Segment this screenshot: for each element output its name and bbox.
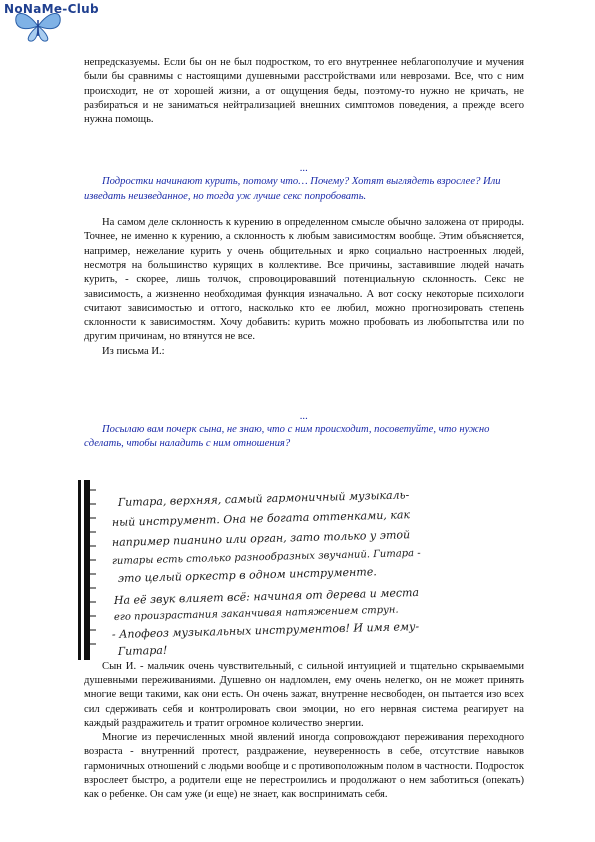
paragraph-1: непредсказуемы. Если бы он не был подростком, то его внутреннее неблагополучие и мучения были бы сравнимы с настоящими душевными расстройствами или неврозами. Все, что с ним происходит, не от хорошей жизни, а от ощущения беды, поэтому-то нужно не кричать, не разбираться и не заниматься нейтрализацией внешних симптомов поведения, а прежде всего нужна помощь. bbox=[84, 57, 524, 126]
handwriting-line-3: например пианино или орган, зато только у этой bbox=[111, 527, 411, 549]
site-logo bbox=[0, 0, 110, 44]
paragraph-5: Многие из перечисленных мной явлений иногда сопровождают переживания переходного возраста - внутренний протест, раздражение, неуверенность в себе, отсутствие навыков гармоничных отношений с людьми вообще и с противоположным полом в частности. Подросток взрослеет быстро, а родители еще не перестроились и продолжают о нем заботиться (опекать) как о ребенке. Он сам уже (и еще) не знает, как воспринимать себя. bbox=[84, 732, 524, 801]
handwriting-image bbox=[78, 480, 548, 660]
ellipsis-separator-2: ... bbox=[300, 411, 308, 423]
handwriting-line-1: Гитара, верхняя, самый гармоничный музыкаль- bbox=[117, 488, 410, 509]
handwriting-line-9: Гитара! bbox=[117, 643, 168, 658]
handwriting-line-7: его произрастания заканчивая натяжением струн. bbox=[113, 604, 399, 623]
paragraph-4: Сын И. - мальчик очень чувствительный, с сильной интуицией и тщательно скрываемыми душевными переживаниями. Душевно он надломлен, ему очень нелегко, он не может принять многие вещи такими, как они есть. Он очень зажат, внутренне несвободен, он пытается изо всех сил сдерживать себя и контролировать свои эмоции, но его нервная система реагирует на каждый раздражитель и тратит огромное количество энергии. bbox=[84, 660, 524, 729]
reader-question-1: Подростки начинают курить, потому что… Почему? Хотят выглядеть взрослее? Или изведать неизведанное, но тогда уж лучше секс попробовать. bbox=[84, 176, 501, 202]
logo-text: NoNaMe-Club bbox=[4, 2, 99, 16]
document-page bbox=[84, 56, 524, 803]
handwriting-sample bbox=[78, 480, 548, 660]
handwriting-line-2: ный инструмент. Она не богата оттенками, как bbox=[111, 507, 411, 529]
handwriting-line-6: На её звук влияет всё: начиная от дерева и места bbox=[113, 585, 420, 607]
ellipsis-separator: ... bbox=[300, 163, 308, 175]
paragraph-2: На самом деле склонность к курению в определенном смысле обычно заложена от природы. Точнее, не именно к курению, а склонность к любым зависимостям вообще. Этим объясняется, например, нежелание курить у очень общительных и ярко социально настроенных людей, несмотря на большинство курящих в коллективе. Все причины, заставившие людей начать курить, - скорее, лишь толчок, спровоцировавший потенциальную склонность. Секс не зависимость, а жизненно необходимая функция изначально. А вот соску некоторые психологи считают зависимостью и оттого, насколько кто ее любил, можно прогнозировать степень склонности к зависимостям. Хочу добавить: курить можно пробовать из любопытства или по другим причинам, но втянутся не все. bbox=[84, 217, 524, 343]
handwriting-line-8: - Апофеоз музыкальных инструментов! И имя ему- bbox=[111, 619, 420, 641]
handwriting-line-4: гитары есть столько разнообразных звучаний. Гитара - bbox=[111, 547, 421, 567]
reader-question-2: Посылаю вам почерк сына, не знаю, что с ним происходит, посоветуйте, что нужно сделать, чтобы наладить с ним отношения? bbox=[84, 424, 490, 450]
handwriting-line-5: это целый оркестр в одном инструменте. bbox=[117, 564, 377, 585]
paragraph-3: Из письма И.: bbox=[102, 345, 165, 357]
